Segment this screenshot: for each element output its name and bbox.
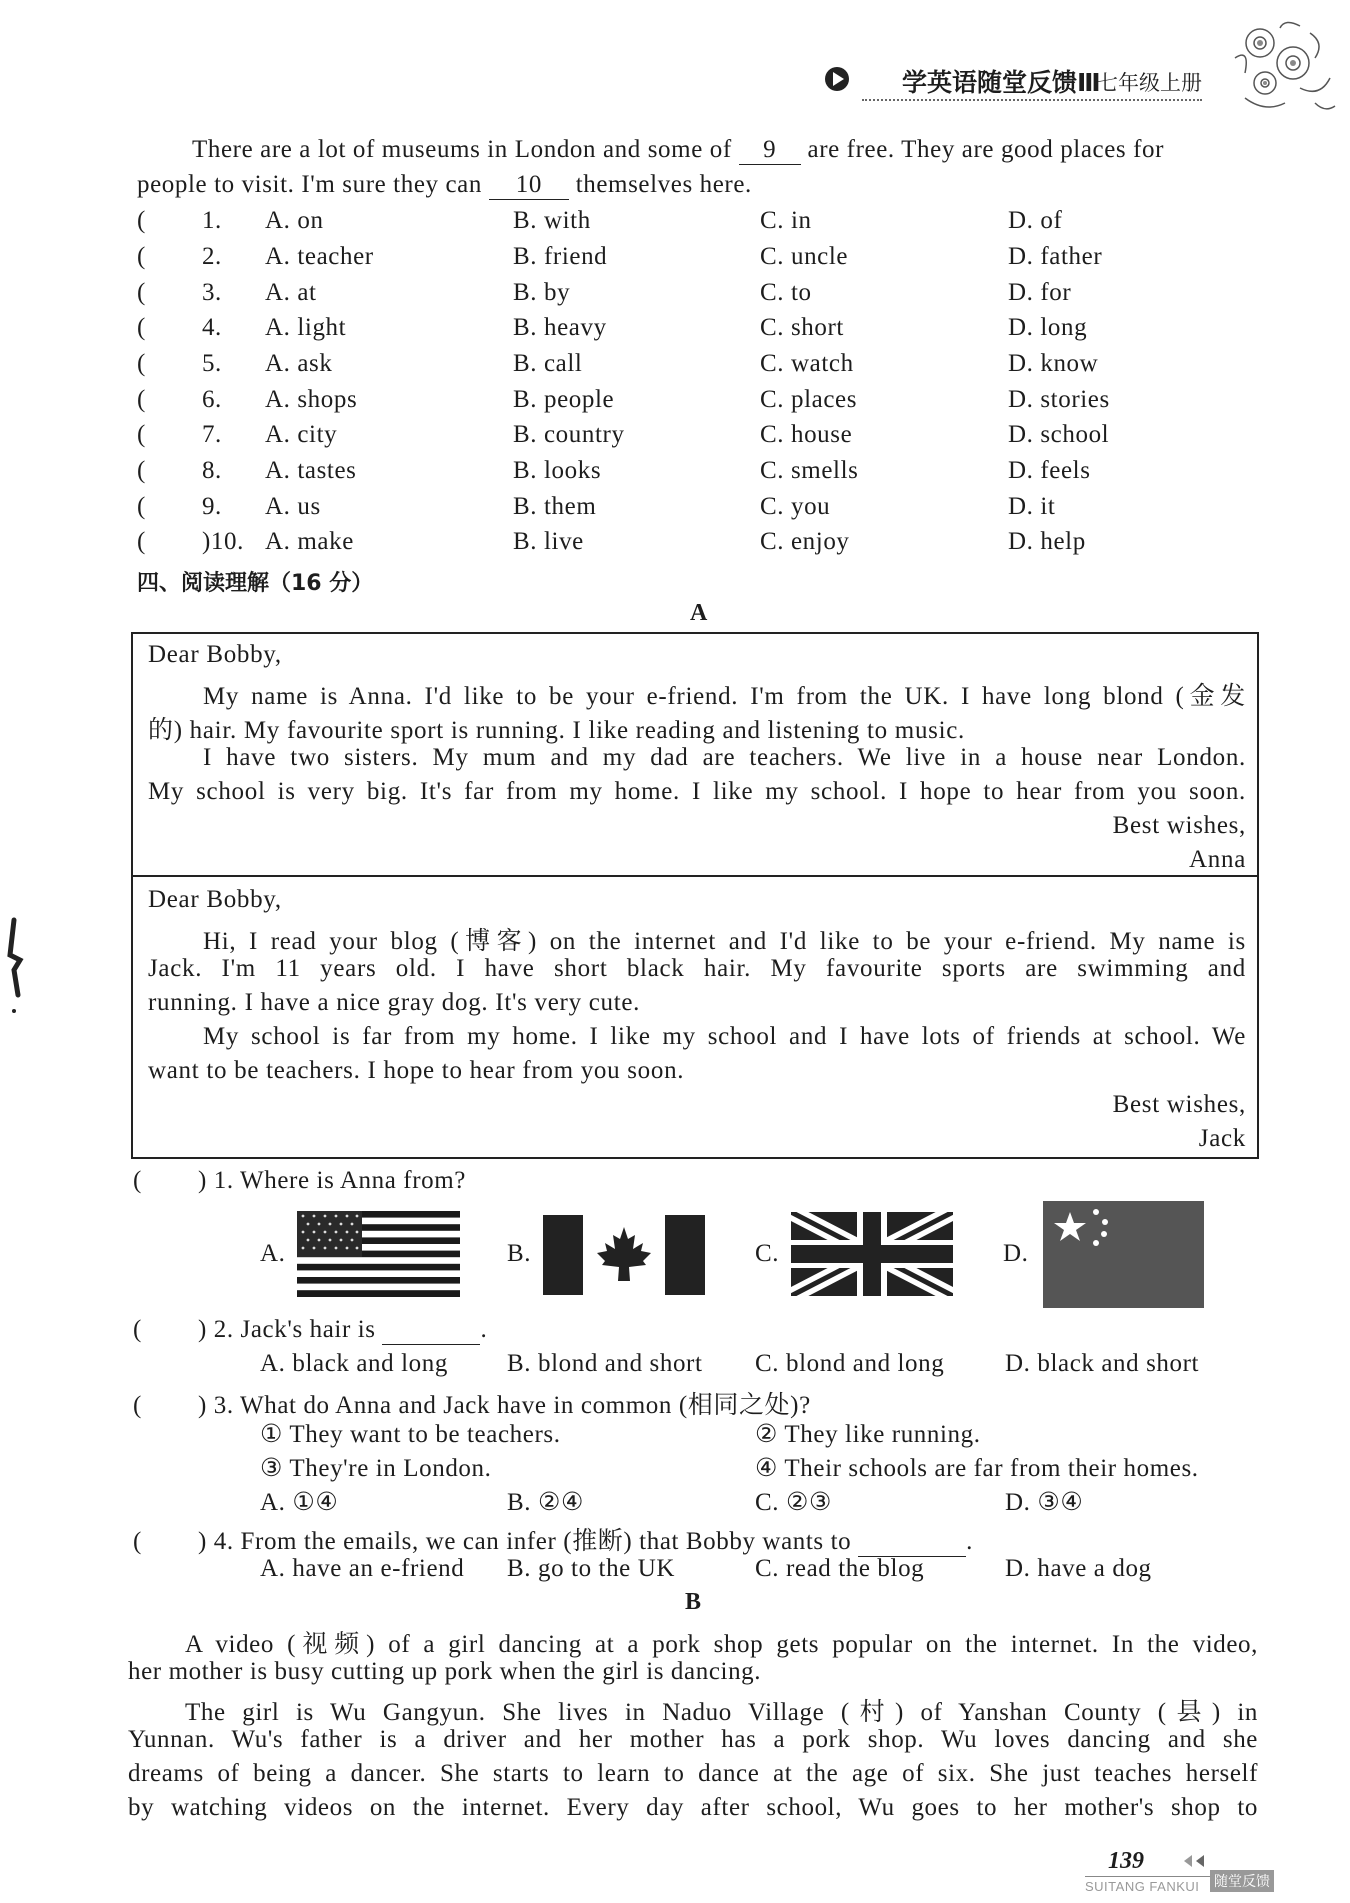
option-a: A. city (265, 421, 338, 448)
option-c: C. in (760, 207, 812, 234)
q3-option-b: B. ②④ (507, 1489, 584, 1516)
answer-blank (858, 1528, 966, 1557)
footer-brand-cn: 随堂反馈 (1210, 1870, 1274, 1892)
option-d: D. know (1008, 350, 1099, 377)
option-row: ( 7. (137, 421, 222, 448)
part-b-label: B (685, 1589, 702, 1615)
book-title: 学英语随堂反馈Ⅲ (902, 68, 1101, 97)
q3-statement-1: ① They want to be teachers. (260, 1421, 561, 1448)
letter-anna-signature: Anna (1189, 846, 1246, 873)
q4-option-b: B. go to the UK (507, 1555, 676, 1582)
q2-option-c: C. blond and long (755, 1350, 945, 1377)
passage-b-line: A video (视频) of a girl dancing at a pork shop gets popular on the internet. In the video, (185, 1631, 1258, 1658)
option-b: B. call (513, 350, 583, 377)
option-d: D. long (1008, 314, 1088, 341)
option-c: C. to (760, 279, 812, 306)
q3-option-d: D. ③④ (1005, 1489, 1084, 1516)
option-a: A. tastes (265, 457, 357, 484)
option-d: D. help (1008, 528, 1086, 555)
option-b: B. by (513, 279, 571, 306)
option-d: D. stories (1008, 386, 1110, 413)
question-2: ( ) 2. Jack's hair is . (133, 1316, 488, 1343)
option-a: A. light (265, 314, 347, 341)
option-row: ( 3. (137, 279, 222, 306)
dotted-rule (862, 99, 1202, 101)
option-c: C. places (760, 386, 858, 413)
question-4: ( ) 4. From the emails, we can infer (推断) that Bobby wants to . (133, 1528, 973, 1555)
header (800, 55, 1280, 105)
option-a: A. at (265, 279, 317, 306)
option-a: A. on (265, 207, 324, 234)
letter-jack-signature: Jack (1198, 1125, 1246, 1152)
q4-option-d: D. have a dog (1005, 1555, 1152, 1582)
passage-b-line: The girl is Wu Gangyun. She lives in Naduo Village (村) of Yanshan County (县) in (185, 1699, 1258, 1726)
letter-anna-line: My name is Anna. I'd like to be your e-friend. I'm from the UK. I have long blond (金发 (203, 683, 1246, 710)
letter-anna-line: I have two sisters. My mum and my dad are teachers. We live in a house near London. (203, 744, 1246, 771)
passage-b-line: Yunnan. Wu's father is a driver and her mother has a pork shop. Wu loves dancing and she (128, 1726, 1258, 1753)
q3-statement-3: ③ They're in London. (260, 1455, 492, 1482)
q1-option-c-label: C. (755, 1240, 780, 1267)
q1-option-d-label: D. (1003, 1240, 1029, 1267)
option-c: C. uncle (760, 243, 849, 270)
question-1: ( ) 1. Where is Anna from? (133, 1167, 466, 1194)
option-d: D. of (1008, 207, 1063, 234)
part-a-label: A (690, 600, 708, 626)
letter-jack-line: My school is far from my home. I like my school and I have lots of friends at school. We (203, 1023, 1246, 1050)
q3-statement-2: ② They like running. (755, 1421, 981, 1448)
letter-anna-line: 的) hair. My favourite sport is running. I like reading and listening to music. (148, 717, 965, 744)
letter-jack-closing: Best wishes, (1112, 1091, 1246, 1118)
option-b: B. heavy (513, 314, 607, 341)
option-b: B. with (513, 207, 591, 234)
cloze-line-2: people to visit. I'm sure they can 10 themselves here. (137, 171, 752, 198)
option-c: C. watch (760, 350, 854, 377)
passage-b-line: her mother is busy cutting up pork when the girl is dancing. (128, 1658, 762, 1685)
q4-option-a: A. have an e-friend (260, 1555, 465, 1582)
q1-option-a-label: A. (260, 1240, 286, 1267)
blank-9: 9 (739, 136, 801, 165)
option-c: C. enjoy (760, 528, 850, 555)
option-a: A. us (265, 493, 321, 520)
letter-anna-greeting: Dear Bobby, (148, 641, 282, 668)
option-row: ( 9. (137, 493, 222, 520)
question-3: ( ) 3. What do Anna and Jack have in common (相同之处)? (133, 1392, 811, 1419)
option-c: C. you (760, 493, 831, 520)
double-arrow-left-icon (1180, 1854, 1206, 1868)
option-c: C. short (760, 314, 844, 341)
section-title: 四、阅读理解（16 分） (137, 571, 374, 596)
usa-flag-icon (297, 1211, 460, 1297)
pen-mark-icon (0, 915, 30, 1015)
option-a: A. teacher (265, 243, 374, 270)
q3-statement-4: ④ Their schools are far from their homes. (755, 1455, 1199, 1482)
option-b: B. live (513, 528, 584, 555)
option-d: D. school (1008, 421, 1110, 448)
option-row: ( 5. (137, 350, 222, 377)
q3-option-c: C. ②③ (755, 1489, 832, 1516)
option-row: ( )10. (137, 528, 244, 555)
cloze-line-1: There are a lot of museums in London and some of 9 are free. They are good places for (192, 136, 1165, 163)
q3-option-a: A. ①④ (260, 1489, 339, 1516)
option-b: B. country (513, 421, 625, 448)
q1-option-b-label: B. (507, 1240, 532, 1267)
option-d: D. feels (1008, 457, 1091, 484)
q2-option-b: B. blond and short (507, 1350, 703, 1377)
q2-option-d: D. black and short (1005, 1350, 1200, 1377)
option-row: ( 4. (137, 314, 222, 341)
option-row: ( 8. (137, 457, 222, 484)
option-a: A. ask (265, 350, 333, 377)
option-row: ( 2. (137, 243, 222, 270)
letter-jack-line: want to be teachers. I hope to hear from you soon. (148, 1057, 685, 1084)
option-row: ( 1. (137, 207, 222, 234)
page-number: 139 (1108, 1848, 1144, 1874)
option-row: ( 6. (137, 386, 222, 413)
option-d: D. for (1008, 279, 1072, 306)
option-b: B. friend (513, 243, 608, 270)
letter-jack-greeting: Dear Bobby, (148, 886, 282, 913)
option-b: B. looks (513, 457, 602, 484)
letter-jack-line: Jack. I'm 11 years old. I have short black hair. My favourite sports are swimming and (148, 955, 1246, 982)
letter-anna-line: My school is very big. It's far from my home. I like my school. I hope to hear from you soon. (148, 778, 1246, 805)
letter-jack-line: running. I have a nice gray dog. It's very cute. (148, 989, 641, 1016)
option-b: B. them (513, 493, 597, 520)
letter-jack-line: Hi, I read your blog (博客) on the internet and I'd like to be your e-friend. My name is (203, 928, 1246, 955)
option-d: D. it (1008, 493, 1056, 520)
flower-ornament-icon (1225, 18, 1340, 118)
option-a: A. shops (265, 386, 358, 413)
book-subtitle: 七年级上册 (1097, 71, 1202, 95)
option-a: A. make (265, 528, 354, 555)
uk-flag-icon (791, 1212, 953, 1296)
option-b: B. people (513, 386, 615, 413)
q2-option-a: A. black and long (260, 1350, 448, 1377)
option-c: C. smells (760, 457, 859, 484)
passage-b-line: by watching videos on the internet. Every day after school, Wu goes to her mother's shop to (128, 1794, 1258, 1821)
letter-anna-closing: Best wishes, (1112, 812, 1246, 839)
answer-blank (382, 1316, 480, 1345)
footer-brand: SUITANG FANKUI (1085, 1879, 1200, 1894)
q4-option-c: C. read the blog (755, 1555, 925, 1582)
footer-rule (1085, 1876, 1210, 1877)
china-flag-icon (1043, 1201, 1204, 1308)
option-d: D. father (1008, 243, 1103, 270)
play-circle-icon (823, 65, 851, 93)
option-c: C. house (760, 421, 853, 448)
blank-10: 10 (489, 171, 569, 200)
passage-b-line: dreams of being a dancer. She starts to learn to dance at the age of six. She just teaches herself (128, 1760, 1258, 1787)
canada-flag-icon (543, 1215, 705, 1295)
